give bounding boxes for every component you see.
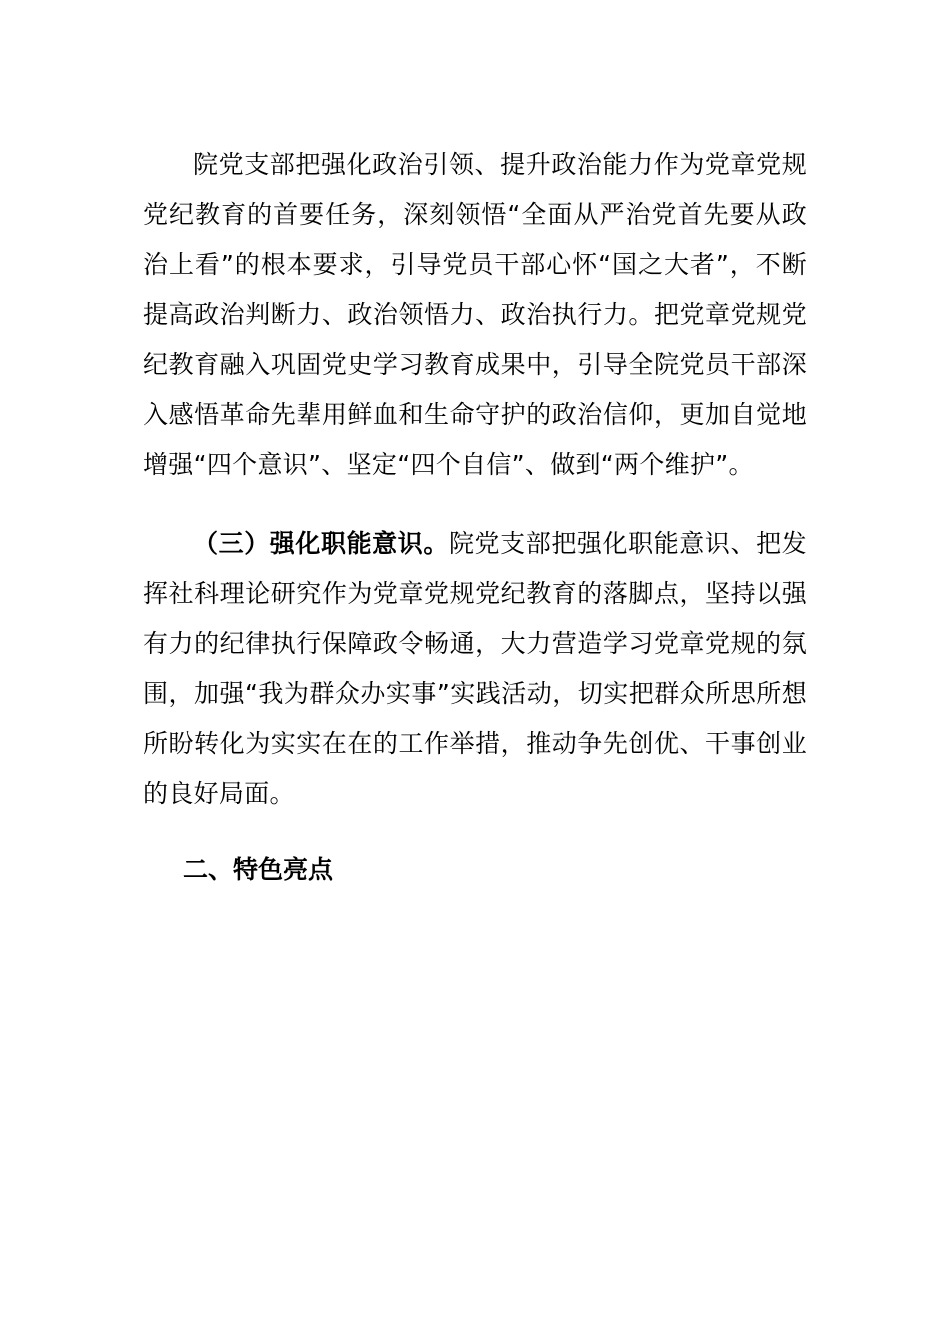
subsection-title: （三）强化职能意识。 — [193, 529, 449, 558]
paragraph-political-leadership: 院党支部把强化政治引领、提升政治能力作为党章党规党纪教育的首要任务，深刻领悟“全面从严治党首先要从政治上看”的根本要求，引导党员干部心怀“国之大者”，不断提高政治判断力、政治领悟力、政治执行力。把党章党规党纪教育融入巩固党史学习教育成果中，引导全院党员干部深入感悟革命先辈用鲜血和生命守护的政治信仰，更加自觉地增强“四个意识”、坚定“四个自信”、做到“两个维护”。 — [143, 150, 807, 479]
subsection-body: 院党支部把强化职能意识、把发挥社科理论研究作为党章党规党纪教育的落脚点，坚持以强有力的纪律执行保障政令畅通，大力营造学习党章党规的氛围，加强“我为群众办实事”实践活动，切实把群众所思所想所盼转化为实实在在的工作举措，推动争先创优、干事创业的良好局面。 — [143, 529, 807, 808]
section-heading: 二、特色亮点 — [183, 855, 334, 884]
paragraph-functional-awareness — [143, 519, 807, 819]
